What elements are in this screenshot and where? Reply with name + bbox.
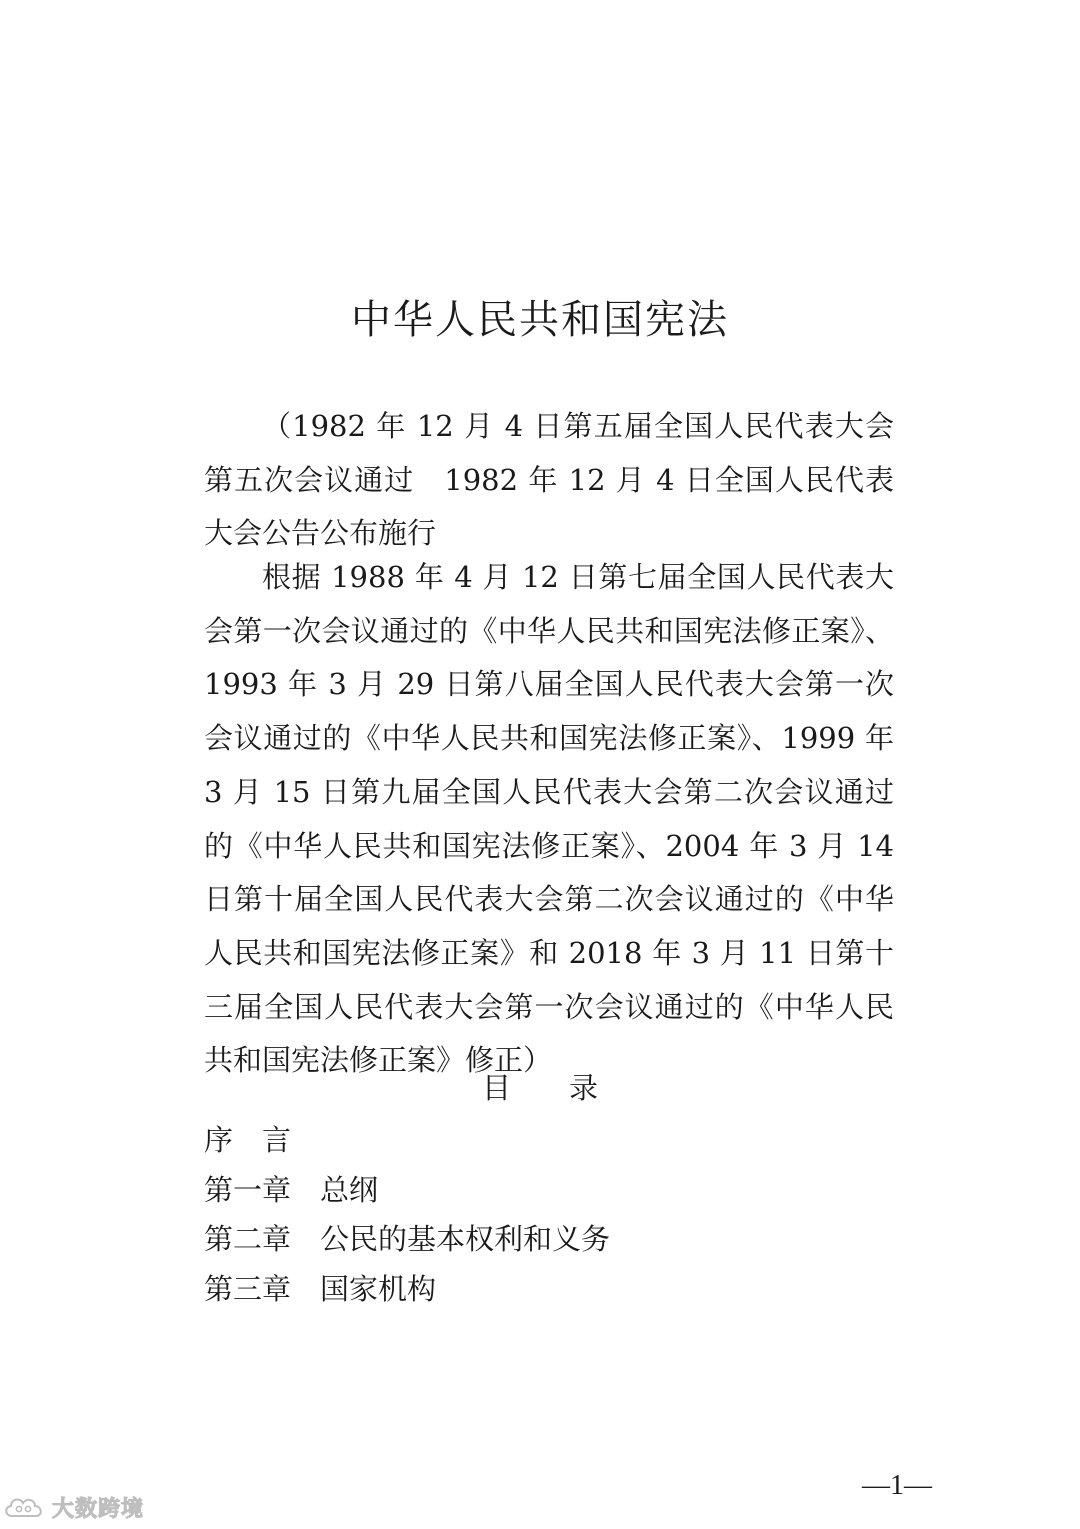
- page-number: —1—: [862, 1470, 932, 1501]
- table-of-contents: [204, 1116, 894, 1314]
- toc-chapter-name: 国家机构: [320, 1271, 437, 1306]
- amendment-note-paragraph: 根据 1988 年 4 月 12 日第七届全国人民代表大会第一次会议通过的《中华人民共和国宪法修正案》、1993 年 3 月 29 日第八届全国人民代表大会第一次会议通过的《中华人民共和国宪法修正案》、1999 年 3 月 15 日第九届全国人民代表大会第二次会议通过的《中华人民共和国宪法修正案》、2004 年 3 月 14 日第十届全国人民代表大会第二次会议通过的《中华人民共和国宪法修正案》和 2018 年 3 月 11 日第十三届全国人民代表大会第一次会议通过的《中华人民共和国宪法修正案》修正）: [204, 560, 894, 1078]
- toc-item-chapter-3[interactable]: [204, 1265, 894, 1315]
- toc-item-preface[interactable]: [204, 1116, 894, 1166]
- adoption-note-paragraph: （1982 年 12 月 4 日第五届全国人民代表大会第五次会议通过 1982 年 12 月 4 日全国人民代表大会公告公布施行: [204, 409, 894, 551]
- watermark: [2, 1490, 144, 1524]
- toc-chapter-number: 第一章: [204, 1172, 292, 1207]
- toc-heading: [0, 1062, 1080, 1114]
- cloud-logo-icon: [2, 1492, 48, 1522]
- document-title: 中华人民共和国宪法: [351, 297, 729, 343]
- toc-heading-right: 录: [569, 1071, 599, 1105]
- toc-chapter-name: 总纲: [320, 1172, 379, 1207]
- toc-chapter-name: 公民的基本权利和义务: [320, 1222, 611, 1256]
- toc-preface-left: 序: [204, 1123, 234, 1157]
- toc-chapter-number: 第二章: [204, 1222, 292, 1256]
- watermark-text: 大数跨境: [52, 1496, 145, 1522]
- toc-item-chapter-2[interactable]: [204, 1215, 894, 1265]
- toc-chapter-number: 第三章: [204, 1271, 292, 1306]
- toc-preface-right: 言: [262, 1123, 292, 1157]
- toc-item-chapter-1[interactable]: [204, 1166, 894, 1216]
- toc-heading-left: 目: [481, 1071, 511, 1105]
